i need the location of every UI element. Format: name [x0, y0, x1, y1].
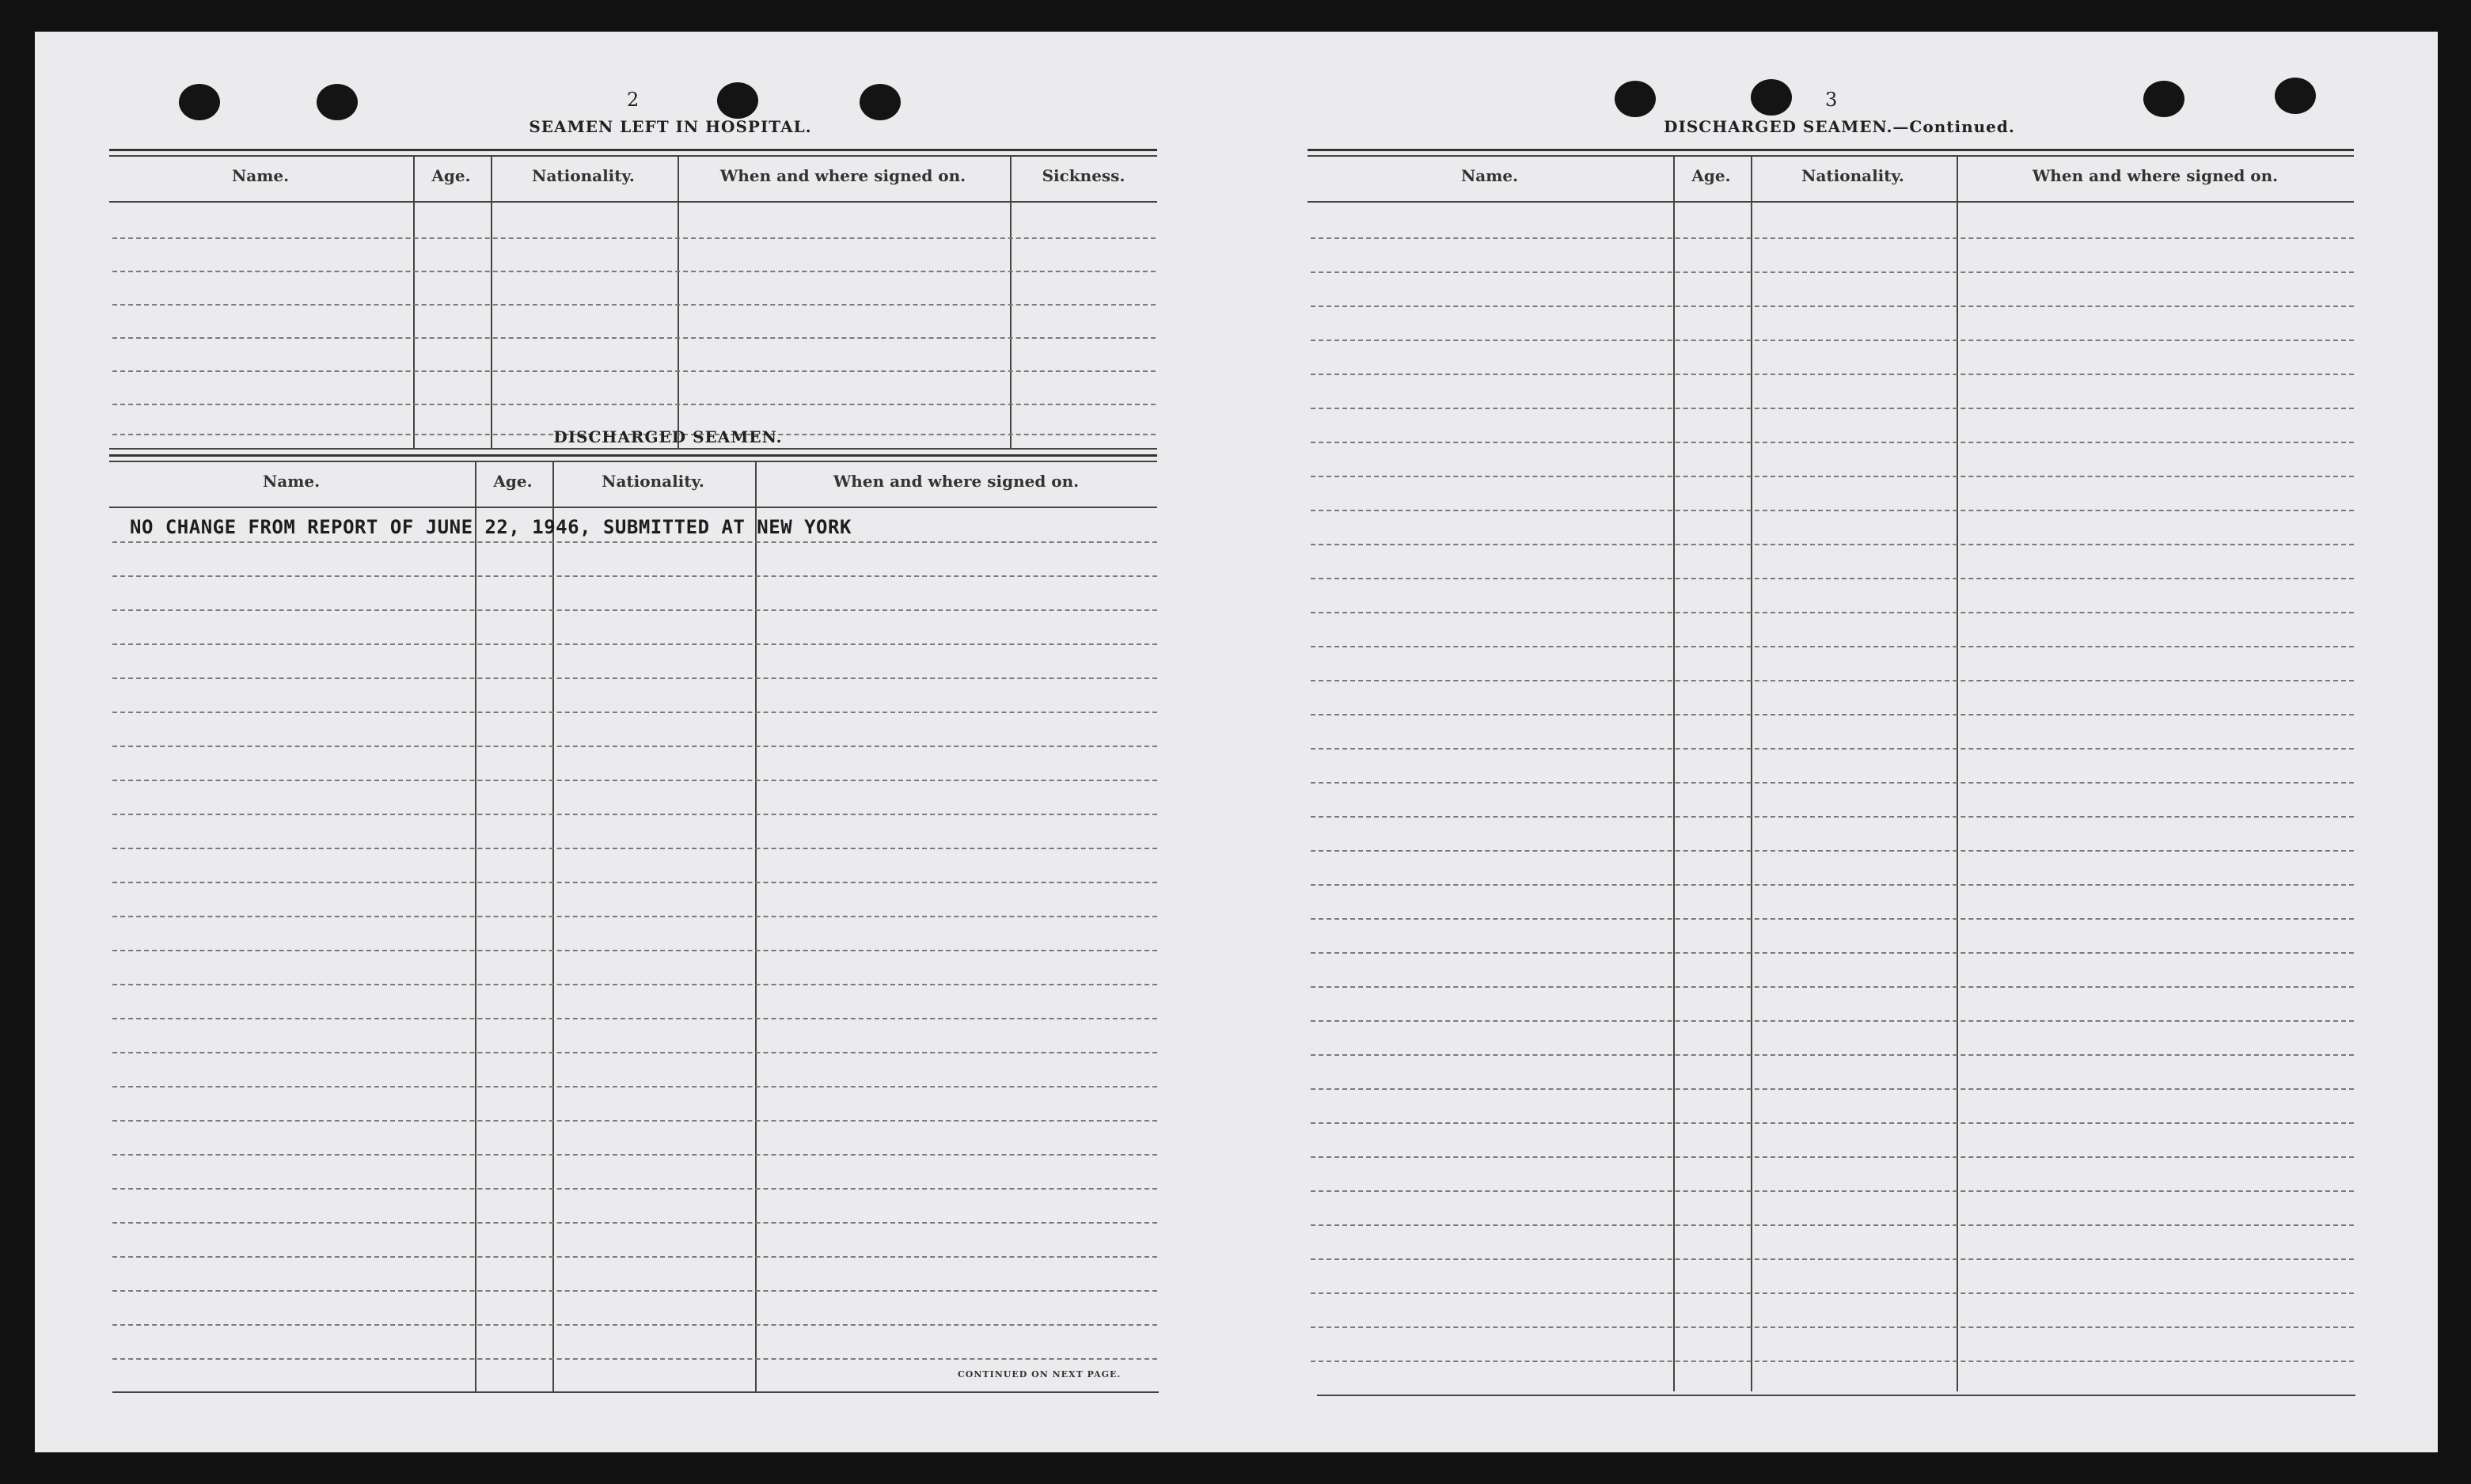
ruled-row	[1311, 1361, 2354, 1362]
col-header-signed-on: When and where signed on.	[833, 472, 1080, 491]
ruled-row	[1311, 306, 2354, 307]
punch-hole	[179, 84, 220, 120]
ruled-row	[1311, 646, 2354, 647]
ruled-row	[1311, 1224, 2354, 1226]
ruled-row	[112, 643, 1157, 645]
ruled-row	[112, 575, 1157, 577]
ruled-row	[112, 814, 1157, 815]
punch-hole	[1615, 81, 1656, 117]
ruled-row	[1311, 748, 2354, 750]
ruled-row	[1311, 714, 2354, 715]
ruled-row	[1311, 1190, 2354, 1192]
col-header-sickness: Sickness.	[1042, 166, 1125, 185]
ruled-row	[112, 1120, 1157, 1122]
rule	[1308, 149, 2354, 151]
rule	[1317, 1395, 2355, 1396]
ruled-row	[112, 950, 1157, 951]
col-header-name: Name.	[1460, 166, 1519, 185]
ruled-row	[1311, 578, 2354, 579]
punch-hole	[317, 84, 358, 120]
column-divider	[755, 461, 757, 1391]
ruled-row	[112, 1188, 1157, 1190]
punch-hole	[860, 84, 901, 120]
rule	[109, 155, 1157, 157]
ruled-row	[112, 1052, 1157, 1053]
ruled-row	[1311, 237, 2354, 239]
ruled-row	[1311, 1292, 2354, 1294]
ruled-row	[1311, 374, 2354, 375]
col-header-nationality: Nationality.	[532, 166, 635, 185]
rule	[109, 149, 1157, 151]
ruled-row	[1311, 986, 2354, 988]
rule	[109, 454, 1157, 457]
discharged-section-title: DISCHARGED SEAMEN.	[553, 427, 783, 446]
rule	[1308, 201, 2354, 203]
punch-hole	[1751, 79, 1792, 116]
ruled-row	[1311, 1088, 2354, 1090]
ruled-row	[112, 1222, 1157, 1224]
ruled-row	[112, 677, 1157, 679]
column-divider	[552, 461, 554, 1391]
rule	[109, 461, 1157, 462]
ruled-row	[1311, 544, 2354, 545]
rule	[112, 1391, 1159, 1393]
ruled-row	[112, 848, 1157, 849]
ruled-row	[112, 712, 1157, 713]
ruled-row	[112, 1154, 1157, 1156]
ruled-row	[1311, 918, 2354, 920]
ruled-row	[1311, 782, 2354, 784]
ruled-row	[112, 1358, 1157, 1360]
ruled-row	[112, 609, 1157, 611]
rule	[109, 507, 1157, 508]
rule	[1308, 155, 2354, 157]
col-header-name: Name.	[231, 166, 290, 185]
ruled-row	[112, 370, 1156, 372]
ruled-row	[112, 304, 1156, 306]
ruled-row	[1311, 1020, 2354, 1022]
ruled-row	[1311, 1054, 2354, 1056]
page-number-left: 2	[627, 89, 640, 111]
ruled-row	[1311, 271, 2354, 273]
ruled-row	[1311, 952, 2354, 954]
right-section-title: DISCHARGED SEAMEN.—Continued.	[1664, 117, 2015, 136]
col-header-nationality: Nationality.	[1801, 166, 1904, 185]
page-number-right: 3	[1825, 89, 1838, 111]
ruled-row	[1311, 340, 2354, 341]
col-header-name: Name.	[262, 472, 321, 491]
form-sheet	[35, 32, 2438, 1452]
ruled-row	[112, 1290, 1157, 1292]
col-header-signed-on: When and where signed on.	[719, 166, 966, 185]
ruled-row	[1311, 510, 2354, 511]
ruled-row	[1311, 1258, 2354, 1260]
ruled-row	[112, 237, 1156, 239]
ruled-row	[112, 404, 1156, 405]
punch-hole	[2275, 78, 2316, 114]
ruled-row	[112, 984, 1157, 985]
ruled-row	[112, 1256, 1157, 1258]
hospital-section-title: SEAMEN LEFT IN HOSPITAL.	[529, 117, 812, 136]
ruled-row	[1311, 442, 2354, 443]
rule	[109, 448, 1157, 450]
ruled-row	[1311, 850, 2354, 852]
ruled-row	[112, 271, 1156, 272]
ruled-row	[112, 746, 1157, 747]
rule	[109, 201, 1157, 203]
ruled-row	[1311, 612, 2354, 613]
punch-hole	[717, 82, 758, 119]
typed-entry: NO CHANGE FROM REPORT OF JUNE 22, 1946, SUBMITTED AT NEW YORK	[130, 516, 852, 538]
continued-footer: CONTINUED ON NEXT PAGE.	[958, 1369, 1122, 1380]
ruled-row	[1311, 1156, 2354, 1158]
ruled-row	[1311, 408, 2354, 409]
ruled-row	[1311, 816, 2354, 818]
ruled-row	[112, 1086, 1157, 1087]
ruled-row	[1311, 680, 2354, 681]
ruled-row	[112, 882, 1157, 883]
column-divider	[475, 461, 476, 1391]
ruled-row	[112, 337, 1156, 339]
ruled-row	[1311, 884, 2354, 886]
col-header-age: Age.	[493, 472, 533, 491]
ruled-row	[112, 1324, 1157, 1326]
ruled-row	[112, 780, 1157, 781]
col-header-age: Age.	[1691, 166, 1731, 185]
punch-hole	[2143, 81, 2184, 117]
ruled-row	[1311, 476, 2354, 477]
ruled-row	[112, 541, 1157, 543]
ruled-row	[1311, 1122, 2354, 1124]
col-header-nationality: Nationality.	[602, 472, 704, 491]
col-header-signed-on: When and where signed on.	[2032, 166, 2279, 185]
col-header-age: Age.	[431, 166, 471, 185]
ruled-row	[1311, 1326, 2354, 1328]
ruled-row	[112, 1018, 1157, 1019]
ruled-row	[112, 916, 1157, 917]
